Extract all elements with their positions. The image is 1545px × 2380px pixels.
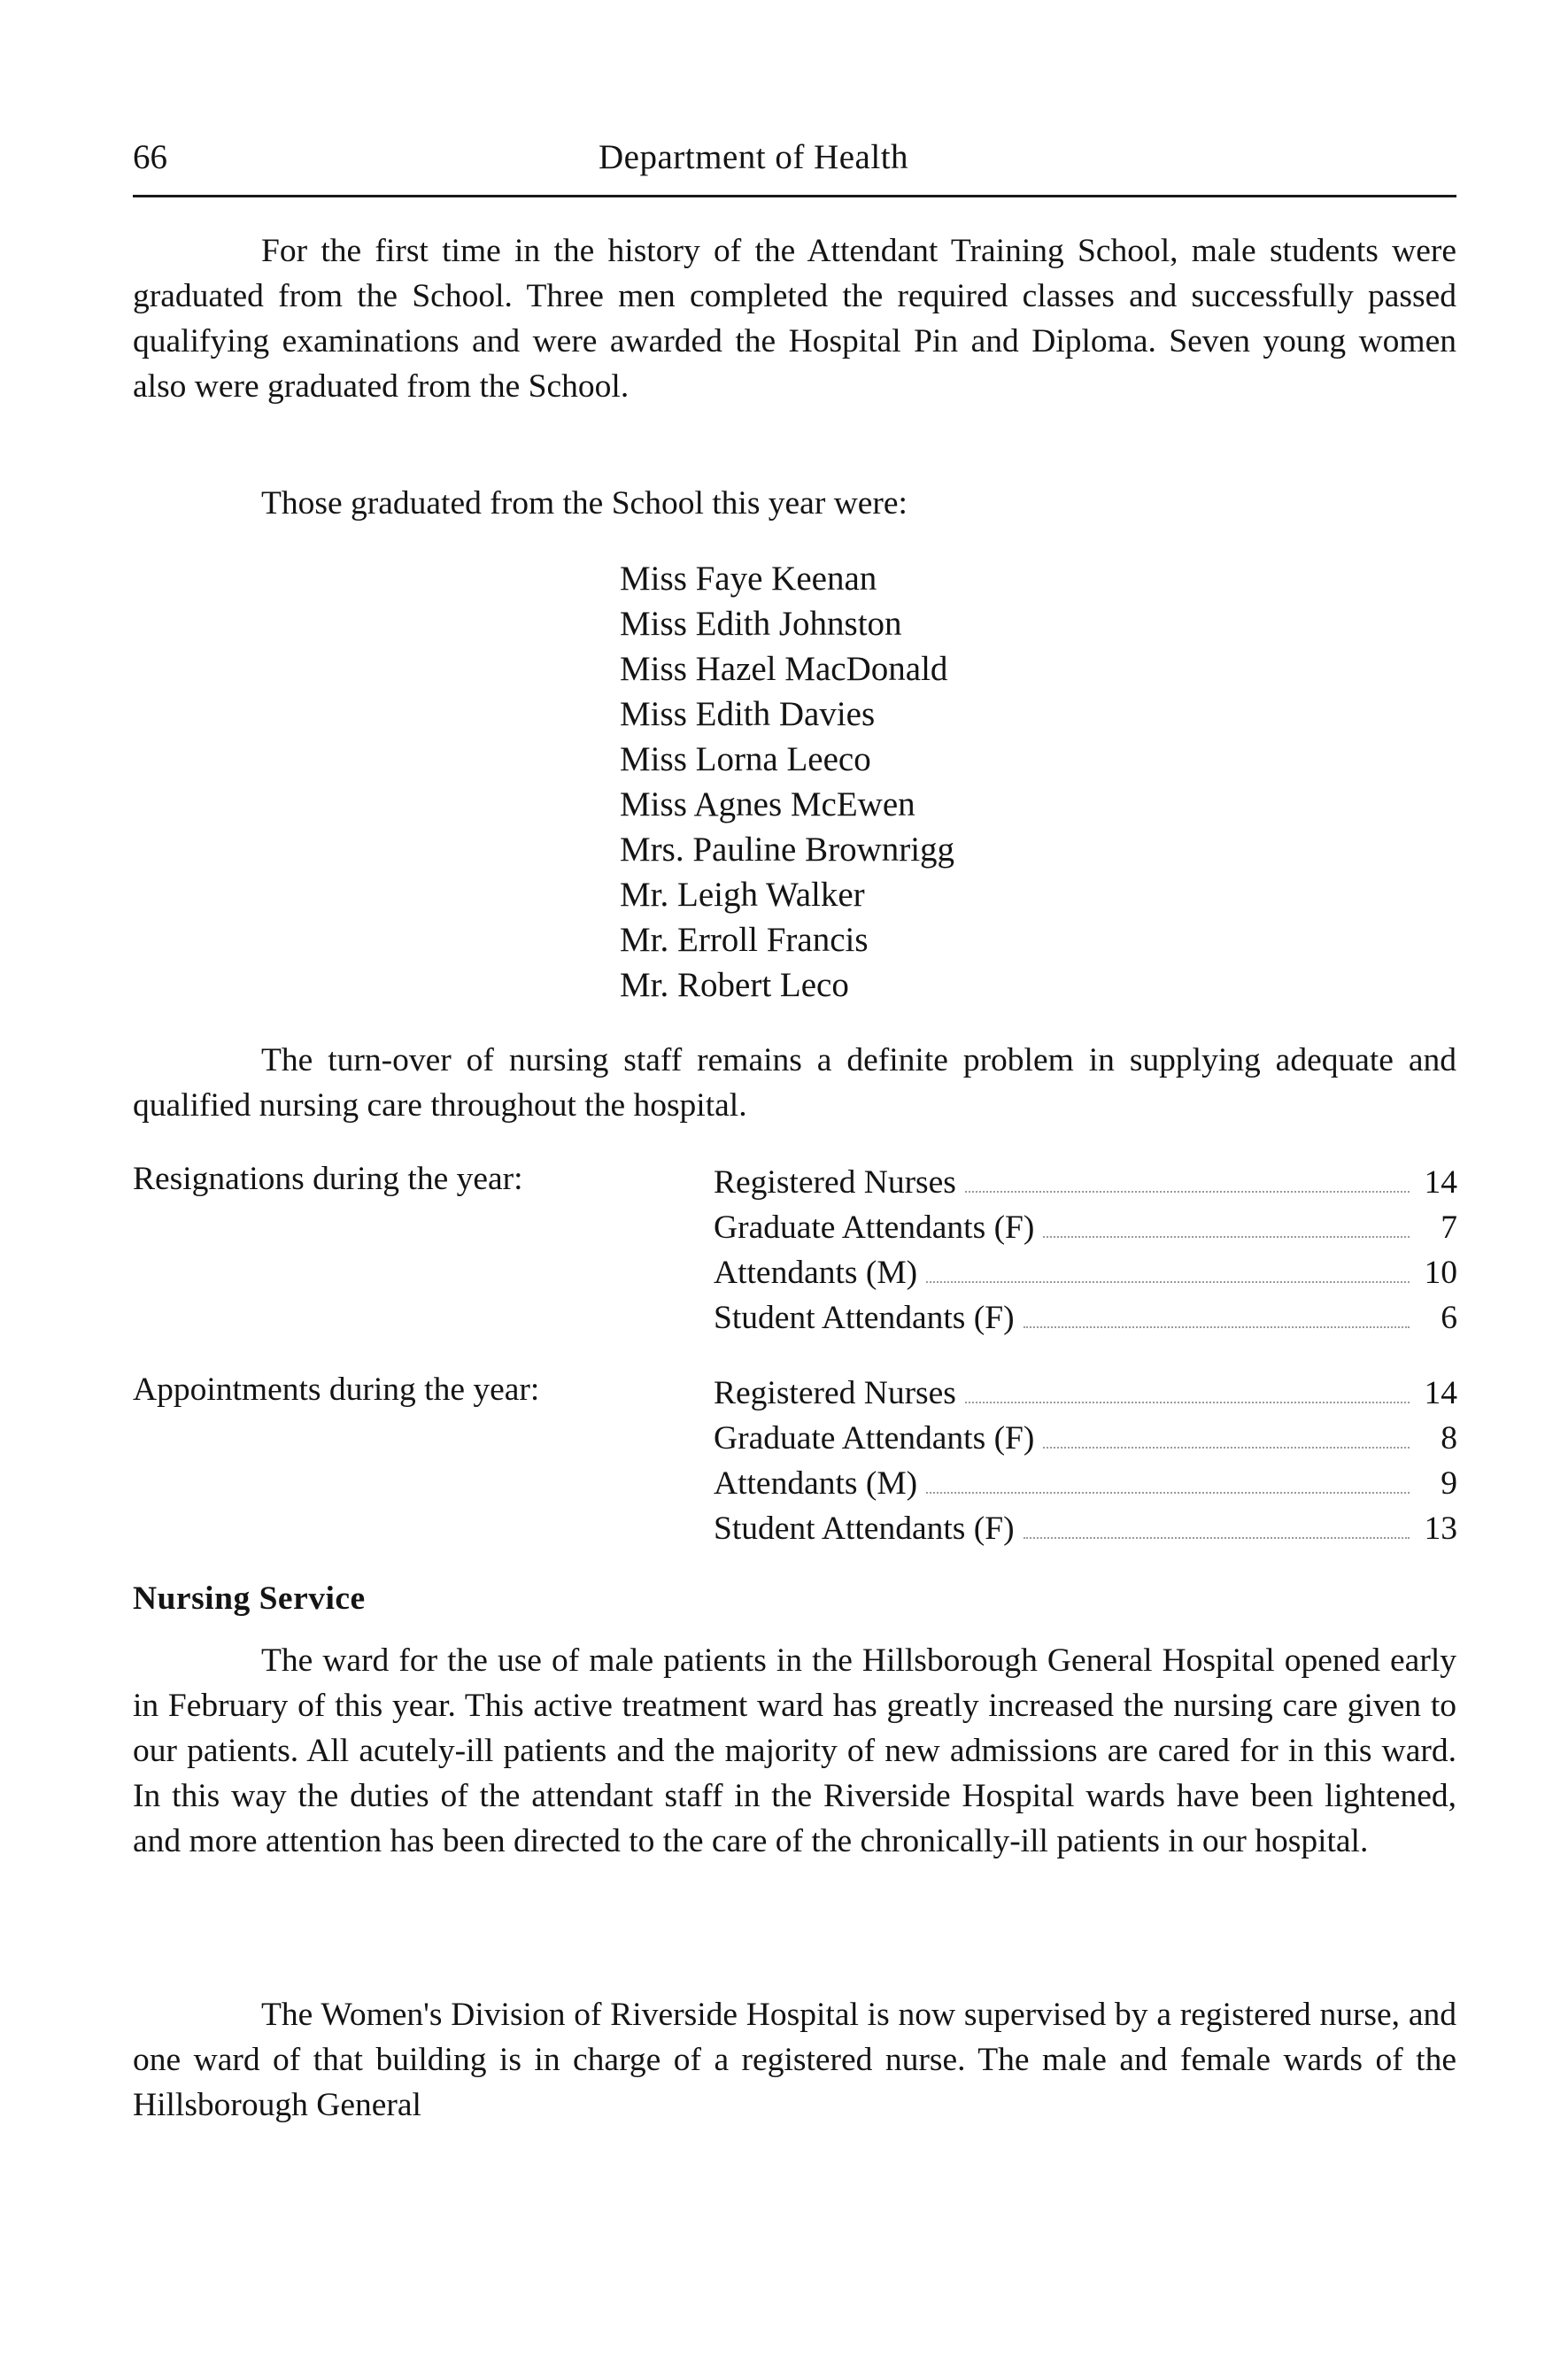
dot-leader: [1043, 1236, 1410, 1238]
graduates-list: [620, 556, 954, 1008]
running-head: Department of Health: [599, 138, 909, 176]
turnover-paragraph: The turn-over of nursing staff remains a definite problem in supplying adequate and qualified nursing care throughout the hospital.: [133, 1042, 1456, 1124]
category-label: Student Attendants (F): [714, 1511, 1015, 1547]
graduate-name: Miss Edith Davies: [620, 695, 876, 733]
category-label: Attendants (M): [714, 1465, 918, 1502]
resignations-list: [714, 1160, 1457, 1341]
graduate-name: Mr. Erroll Francis: [620, 921, 869, 959]
count-value: 7: [1441, 1209, 1457, 1246]
appointment-row: [714, 1416, 1457, 1461]
appointments-label: Appointments during the year:: [133, 1372, 540, 1408]
resignation-row: [714, 1160, 1457, 1205]
header-rule: [133, 195, 1456, 197]
category-label: Registered Nurses: [714, 1164, 956, 1201]
appointments-list: [714, 1371, 1457, 1551]
resignation-row: [714, 1205, 1457, 1250]
count-value: 13: [1424, 1511, 1457, 1547]
graduate-name: Mr. Robert Leco: [620, 966, 849, 1004]
nursing-service-paragraph: The Women's Division of Riverside Hospital is now supervised by a registered nurse, and one ward of that building is in charge of a registered nurse. The male and female wards of the Hillsborough General: [133, 1997, 1456, 2123]
category-label: Registered Nurses: [714, 1375, 956, 1411]
category-label: Attendants (M): [714, 1255, 918, 1291]
count-value: 8: [1441, 1420, 1457, 1457]
dot-leader: [1024, 1326, 1410, 1328]
graduate-name: Miss Faye Keenan: [620, 560, 877, 598]
dot-leader: [926, 1281, 1410, 1283]
category-label: Graduate Attendants (F): [714, 1209, 1035, 1246]
section-heading: Nursing Service: [133, 1580, 366, 1617]
count-value: 9: [1441, 1465, 1457, 1502]
page-number: 66: [133, 138, 167, 176]
graduate-name: Miss Agnes McEwen: [620, 785, 915, 823]
appointment-row: [714, 1461, 1457, 1506]
count-value: 14: [1424, 1164, 1457, 1201]
appointment-row: [714, 1506, 1457, 1551]
graduates-intro-paragraph: Those graduated from the School this year were:: [261, 485, 908, 522]
category-label: Student Attendants (F): [714, 1300, 1015, 1336]
dot-leader: [1024, 1537, 1410, 1539]
resignations-label: Resignations during the year:: [133, 1161, 523, 1197]
graduate-name: Miss Hazel MacDonald: [620, 650, 948, 688]
count-value: 6: [1441, 1300, 1457, 1336]
appointment-row: [714, 1371, 1457, 1416]
resignation-row: [714, 1250, 1457, 1295]
dot-leader: [1043, 1447, 1410, 1449]
graduate-name: Mrs. Pauline Brownrigg: [620, 831, 955, 869]
graduate-name: Miss Lorna Leeco: [620, 740, 871, 778]
dot-leader: [965, 1402, 1410, 1403]
page-header: [133, 137, 1456, 190]
count-value: 10: [1424, 1255, 1457, 1291]
dot-leader: [965, 1191, 1410, 1193]
dot-leader: [926, 1492, 1410, 1494]
count-value: 14: [1424, 1375, 1457, 1411]
graduate-name: Miss Edith Johnston: [620, 605, 902, 643]
resignation-row: [714, 1295, 1457, 1341]
nursing-service-paragraph: The ward for the use of male patients in the Hillsborough General Hospital opened early in February of this year. This active treatment ward has greatly increased the nursing care given to our patients. All acutely-ill patients and the majority of new admissions are cared for in this ward. In this way the duties of the attendant staff in the Riverside Hospital wards have been lightened, and more attention has been directed to the care of the chronically-ill patients in our hospital.: [133, 1642, 1456, 1859]
category-label: Graduate Attendants (F): [714, 1420, 1035, 1457]
graduate-name: Mr. Leigh Walker: [620, 876, 865, 914]
intro-paragraph: For the first time in the history of the Attendant Training School, male students were graduated from the School. Three men completed the required classes and successfully passed qualifying examinations and were awarded the Hospital Pin and Diploma. Seven young women also were graduated from the School.: [133, 233, 1456, 405]
